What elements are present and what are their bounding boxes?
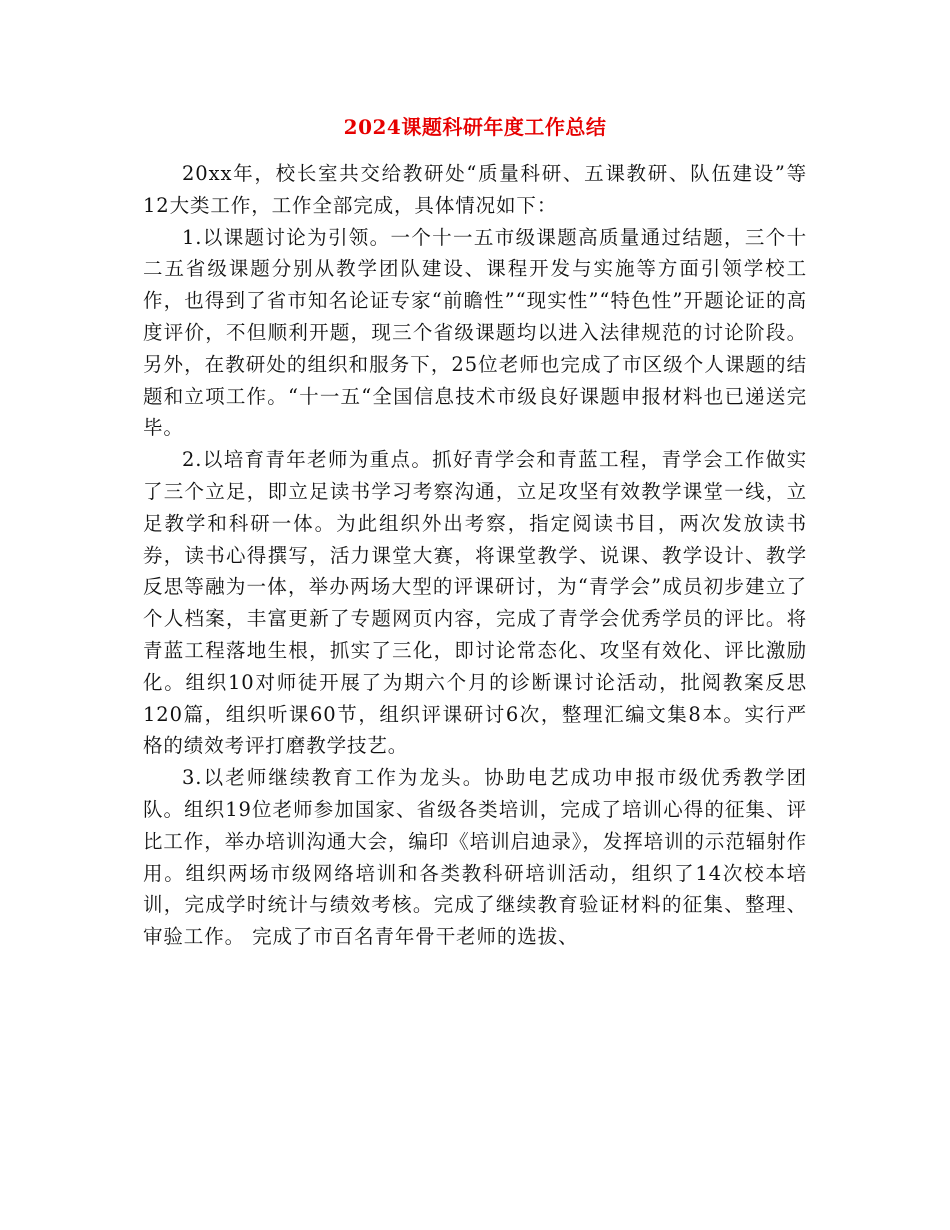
paragraph-intro: 20xx年，校长室共交给教研处“质量科研、五课教研、队伍建设”等12大类工作，工作全部完成，具体情况如下： xyxy=(143,162,807,217)
paragraph-young-teachers: 2.以培育青年老师为重点。抓好青学会和青蓝工程，青学会工作做实了三个立足，即立足读书学习考察沟通，立足攻坚有效教学课堂一线，立足教学和科研一体。为此组织外出考察，指定阅读书目，两次发放读书券，读书心得撰写，活力课堂大赛，将课堂教学、说课、教学设计、教学反思等融为一体，举办两场大型的评课研讨，为“青学会”成员初步建立了个人档案，丰富更新了专题网页内容，完成了青学会优秀学员的评比。将青蓝工程落地生根，抓实了三化，即讨论常态化、攻坚有效化、评比激励化。组织10对师徒开展了为期六个月的诊断课讨论活动，批阅教案反思120篇，组织听课60节，组织评课研讨6次，整理汇编文集8本。实行严格的绩效考评打磨教学技艺。 xyxy=(143,448,807,758)
document-body xyxy=(143,158,807,953)
document-title: 2024课题科研年度工作总结 xyxy=(343,115,607,139)
paragraph-continuing-education: 3.以老师继续教育工作为龙头。协助电艺成功申报市级优秀教学团队。组织19位老师参加国家、省级各类培训，完成了培训心得的征集、评比工作，举办培训沟通大会，编印《培训启迪录》，发挥培训的示范辐射作用。组织两场市级网络培训和各类教科研培训活动，组织了14次校本培训，完成学时统计与绩效考核。完成了继续教育验证材料的征集、整理、审验工作。 完成了市百名青年骨干老师的选拔、 xyxy=(143,766,807,949)
paragraph-research-projects: 1.以课题讨论为引领。一个十一五市级课题高质量通过结题，三个十二五省级课题分别从教学团队建设、课程开发与实施等方面引领学校工作，也得到了省市知名论证专家“前瞻性”“现实性”“特色性”开题论证的高度评价，不但顺利开题，现三个省级课题均以进入法律规范的讨论阶段。另外，在教研处的组织和服务下，25位老师也完成了市区级个人课题的结题和立项工作。“十一五“全国信息技术市级良好课题申报材料也已递送完毕。 xyxy=(143,225,807,440)
